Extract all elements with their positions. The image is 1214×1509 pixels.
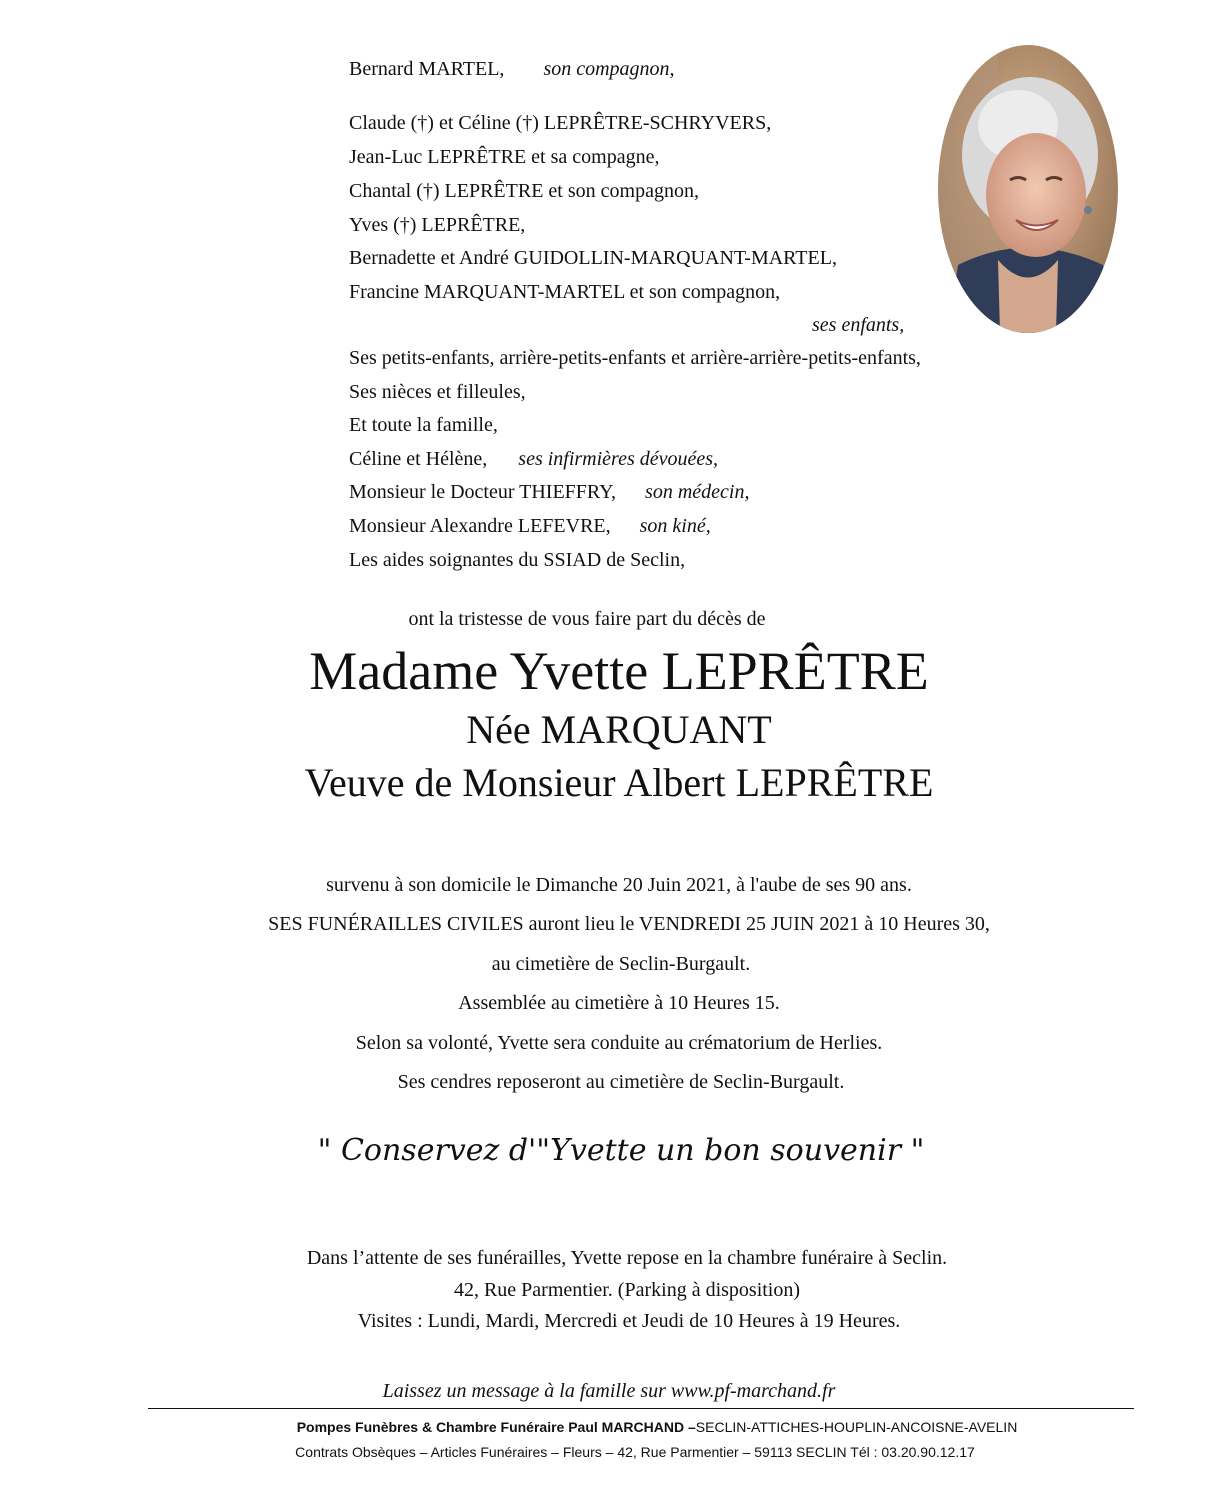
children-role: ses enfants, xyxy=(812,314,905,336)
detail-line-2: SES FUNÉRAILLES CIVILES auront lieu le VENDREDI 25 JUIN 2021 à 10 Heures 30, xyxy=(268,913,990,935)
family-name: Monsieur Alexandre LEFEVRE, xyxy=(349,515,611,537)
footer-divider xyxy=(148,1408,1134,1409)
family-line-15: Les aides soignantes du SSIAD de Seclin, xyxy=(349,549,686,571)
family-line-2: Claude (†) et Céline (†) LEPRÊTRE-SCHRYVERS, xyxy=(349,112,772,134)
footer-line-1 xyxy=(0,1418,1214,1436)
visit-line-1: Dans l’attente de ses funérailles, Yvette repose en la chambre funéraire à Seclin. xyxy=(306,1247,948,1269)
family-line-1 xyxy=(349,59,675,79)
family-line-5: Yves (†) LEPRÊTRE, xyxy=(349,214,526,236)
family-line-14 xyxy=(349,516,711,536)
family-line-11: Et toute la famille, xyxy=(349,414,498,436)
detail-line-5: Selon sa volonté, Yvette sera conduite au crématorium de Herlies. xyxy=(355,1032,883,1054)
quote: " Conservez d'"Yvette un bon souvenir " xyxy=(317,1133,925,1168)
announcement xyxy=(0,609,1214,629)
family-line-4: Chantal (†) LEPRÊTRE et son compagnon, xyxy=(349,180,699,202)
detail-line-3: au cimetière de Seclin-Burgault. xyxy=(491,953,751,975)
visit-line-2: 42, Rue Parmentier. (Parking à disposition) xyxy=(453,1279,801,1301)
visit-line-3: Visites : Lundi, Mardi, Mercredi et Jeudi de 10 Heures à 19 Heures. xyxy=(357,1310,901,1332)
family-role: son kiné, xyxy=(639,515,711,537)
footer-line-2: Contrats Obsèques – Articles Funéraires – Fleurs – 42, Rue Parmentier – 59113 SECLIN Tél : 03.20.90.12.17 xyxy=(295,1444,975,1460)
family-name: Céline et Hélène, xyxy=(349,448,488,470)
announcement-text: ont la tristesse de vous faire part du décès de xyxy=(408,608,766,630)
family-role: son médecin, xyxy=(645,481,750,503)
detail-line-6: Ses cendres reposeront au cimetière de Seclin-Burgault. xyxy=(397,1071,845,1093)
family-line-9: Ses petits-enfants, arrière-petits-enfants et arrière-arrière-petits-enfants, xyxy=(349,347,921,369)
portrait-icon xyxy=(938,45,1118,333)
family-name: Monsieur le Docteur THIEFFRY, xyxy=(349,481,617,503)
deceased-born: Née MARQUANT xyxy=(466,707,772,752)
family-role: ses infirmières dévouées, xyxy=(518,448,719,470)
family-line-3: Jean-Luc LEPRÊTRE et sa compagne, xyxy=(349,146,660,168)
footer-company: Pompes Funèbres & Chambre Funéraire Paul MARCHAND – xyxy=(296,1419,696,1435)
family-line-6: Bernadette et André GUIDOLLIN-MARQUANT-MARTEL, xyxy=(349,247,837,269)
message-link[interactable]: Laissez un message à la famille sur www.pf-marchand.fr xyxy=(382,1380,836,1402)
deceased-widow: Veuve de Monsieur Albert LEPRÊTRE xyxy=(304,760,934,805)
family-name: Bernard MARTEL, xyxy=(349,58,505,80)
detail-line-4: Assemblée au cimetière à 10 Heures 15. xyxy=(458,992,780,1014)
family-line-7: Francine MARQUANT-MARTEL et son compagnon, xyxy=(349,281,781,303)
family-line-13 xyxy=(349,482,749,502)
deceased-name: Madame Yvette LEPRÊTRE xyxy=(309,641,929,701)
family-line-10: Ses nièces et filleules, xyxy=(349,381,526,403)
footer-towns: SECLIN-ATTICHES-HOUPLIN-ANCOISNE-AVELIN xyxy=(695,1419,1018,1435)
portrait-photo xyxy=(938,45,1118,333)
family-line-12 xyxy=(349,449,718,469)
family-role: son compagnon, xyxy=(543,58,675,80)
detail-line-1: survenu à son domicile le Dimanche 20 Juin 2021, à l'aube de ses 90 ans. xyxy=(326,874,912,896)
